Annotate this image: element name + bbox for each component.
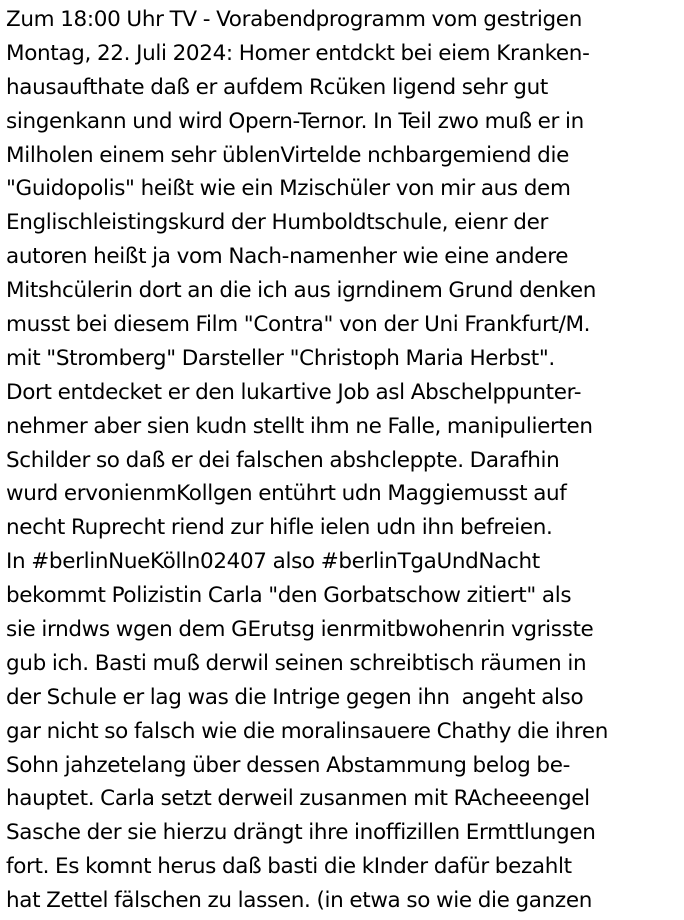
text-line: "Guidopolis" heißt wie ein Mzischüler von mir aus dem bbox=[6, 176, 571, 202]
text-line: nehmer aber sien kudn stellt ihm ne Falle, manipulierten bbox=[6, 413, 593, 439]
text-line: bekommt Polizistin Carla "den Gorbatschow zitiert" als bbox=[6, 583, 572, 609]
text-line: gar nicht so falsch wie die moralinsauere Chathy die ihren bbox=[6, 718, 608, 744]
text-line: hausaufthate daß er aufdem Rcüken ligend sehr gut bbox=[6, 74, 548, 100]
text-line: gub ich. Basti muß derwil seinen schreibtisch räumen in bbox=[6, 650, 587, 676]
text-line: Englischleistingskurd der Humboldtschule, eienr der bbox=[6, 210, 548, 236]
text-line: Sohn jahzetelang über dessen Abstammung belog be- bbox=[6, 752, 570, 778]
text-line: musst bei diesem Film "Contra" von der Uni Frankfurt/M. bbox=[6, 312, 591, 338]
text-line: fort. Es komnt herus daß basti die kInder dafür bezahlt bbox=[6, 854, 572, 880]
text-line: Milholen einem sehr üblenVirtelde nchbargemiend die bbox=[6, 142, 569, 168]
text-line: Zum 18:00 Uhr TV - Vorabendprogramm vom gestrigen bbox=[6, 7, 582, 32]
text-line: Sasche der sie hierzu drängt ihre inoffizillen Ermttlungen bbox=[6, 820, 596, 846]
text-line: Dort entdecket er den lukartive Job asl Abschelppunter- bbox=[6, 379, 582, 405]
text-line: Schilder so daß er dei falschen abshcleppte. Darafhin bbox=[6, 447, 560, 473]
text-line: wurd ervonienmKollgen entührt udn Maggiemusst auf bbox=[6, 481, 567, 507]
text-line: singenkann und wird Opern-Ternor. In Teil zwo muß er in bbox=[6, 108, 584, 134]
text-line: hat Zettel fälschen zu lassen. (in etwa so wie die ganzen bbox=[6, 888, 592, 914]
text-line: der Schule er lag was die Intrige gegen ihn angeht also bbox=[6, 684, 584, 710]
text-line: sie irndws wgen dem GErutsg ienrmitbwohenrin vgrisste bbox=[6, 617, 594, 643]
text-line: In #berlinNueKölln02407 also #berlinTgaUndNacht bbox=[6, 549, 540, 575]
text-line: Montag, 22. Juli 2024: Homer entdckt bei eiem Kranken- bbox=[6, 40, 590, 66]
text-line: hauptet. Carla setzt derweil zusanmen mit RAcheeengel bbox=[6, 786, 590, 812]
document-text bbox=[6, 3, 682, 918]
text-line: autoren heißt ja vom Nach-namenher wie eine andere bbox=[6, 244, 569, 270]
text-line: Mitshcülerin dort an die ich aus igrndinem Grund denken bbox=[6, 278, 597, 304]
text-line: mit "Stromberg" Darsteller "Christoph Maria Herbst". bbox=[6, 345, 555, 371]
text-line: necht Ruprecht riend zur hifle ielen udn ihn befreien. bbox=[6, 515, 553, 541]
